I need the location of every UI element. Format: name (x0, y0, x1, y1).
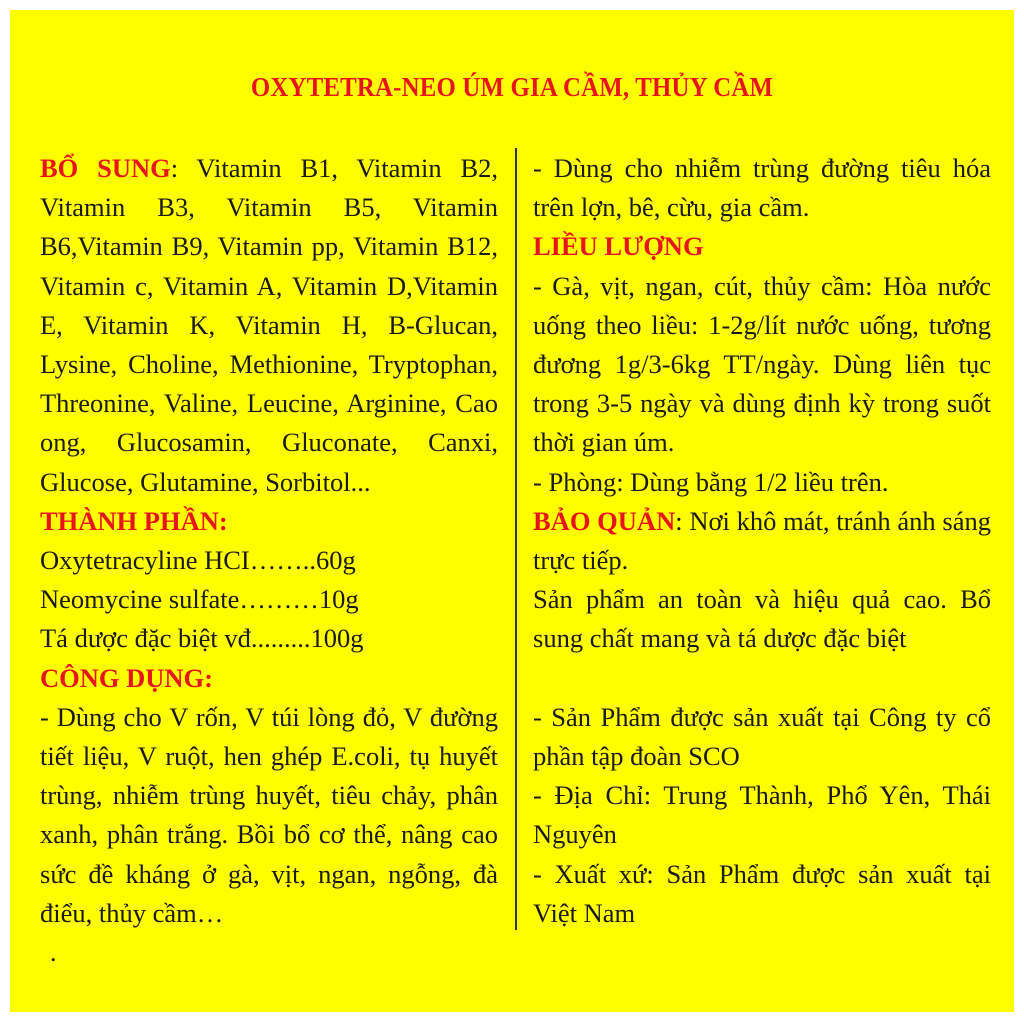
trailing-dot: . (50, 938, 57, 967)
usage-text: - Dùng cho V rốn, V túi lòng đỏ, V đường tiết liệu, V ruột, hen ghép E.coli, tụ huyết trùng, nhiễm trùng huyết, tiêu chảy, phân xanh, phân trắng. Bồi bổ cơ thể, nâng cao sức đề kháng ở gà, vịt, ngan, ngỗng, đà điểu, thủy cầm… (40, 701, 498, 928)
left-column (40, 149, 498, 933)
dosage-heading: LIỀU LƯỢNG (533, 231, 704, 262)
label-panel (10, 10, 1014, 1012)
storage-text: : Nơi khô mát, tránh ánh sáng trực tiếp. (533, 505, 991, 576)
ingredient-item-3: Tá dược đặc biệt vđ.........100g (40, 623, 364, 654)
prevention-text: - Phòng: Dùng bằng 1/2 liều trên. (533, 466, 889, 497)
ingredient-item-1: Oxytetracyline HCI……..60g (40, 545, 356, 576)
supplement-heading: BỔ SUNG (40, 153, 171, 183)
product-title: OXYTETRA-NEO ÚM GIA CẦM, THỦY CẦM (250, 72, 774, 102)
usage-heading: CÔNG DỤNG: (40, 662, 213, 693)
storage-heading: BẢO QUẢN (533, 505, 676, 536)
supplement-section (40, 149, 498, 502)
column-divider (515, 148, 517, 930)
spacer (533, 659, 991, 698)
manufacturer-text: - Sản Phẩm được sản xuất tại Công ty cổ phần tập đoàn SCO (533, 701, 991, 772)
right-column (533, 149, 991, 933)
ingredient-item-2: Neomycine sulfate………10g (40, 584, 359, 615)
product-note: Sản phẩm an toàn và hiệu quả cao. Bổ sung chất mang và tá dược đặc biệt (533, 584, 991, 654)
dosage-text: - Gà, vịt, ngan, cút, thủy cầm: Hòa nước uống theo liều: 1-2g/lít nước uống, tương đương 1g/3-6kg TT/ngày. Dùng liên tục trong 3-5 ngày và dùng định kỳ trong suốt thời gian úm. (533, 270, 991, 458)
ingredients-heading: THÀNH PHẦN: (40, 505, 228, 536)
origin-text: - Xuất xứ: Sản Phẩm được sản xuất tại Việt Nam (533, 858, 991, 928)
supplement-text: : Vitamin B1, Vitamin B2, Vitamin B3, Vitamin B5, Vitamin B6,Vitamin B9, Vitamin pp, Vitamin B12, Vitamin c, Vitamin A, Vitamin D,Vitamin E, Vitamin K, Vitamin H, B-Glucan, Lysine, Choline, Methionine, Tryptophan, Threonine, Valine, Leucine, Arginine, Cao ong, Glucosamin, Gluconate, Canxi, Glucose, Glutamine, Sorbitol... (40, 153, 498, 497)
storage-section (533, 502, 991, 580)
usage-continued-text: - Dùng cho nhiễm trùng đường tiêu hóa trên lợn, bê, cừu, gia cầm. (533, 153, 991, 223)
address-text: - Địa Chỉ: Trung Thành, Phổ Yên, Thái Nguyên (533, 780, 991, 850)
